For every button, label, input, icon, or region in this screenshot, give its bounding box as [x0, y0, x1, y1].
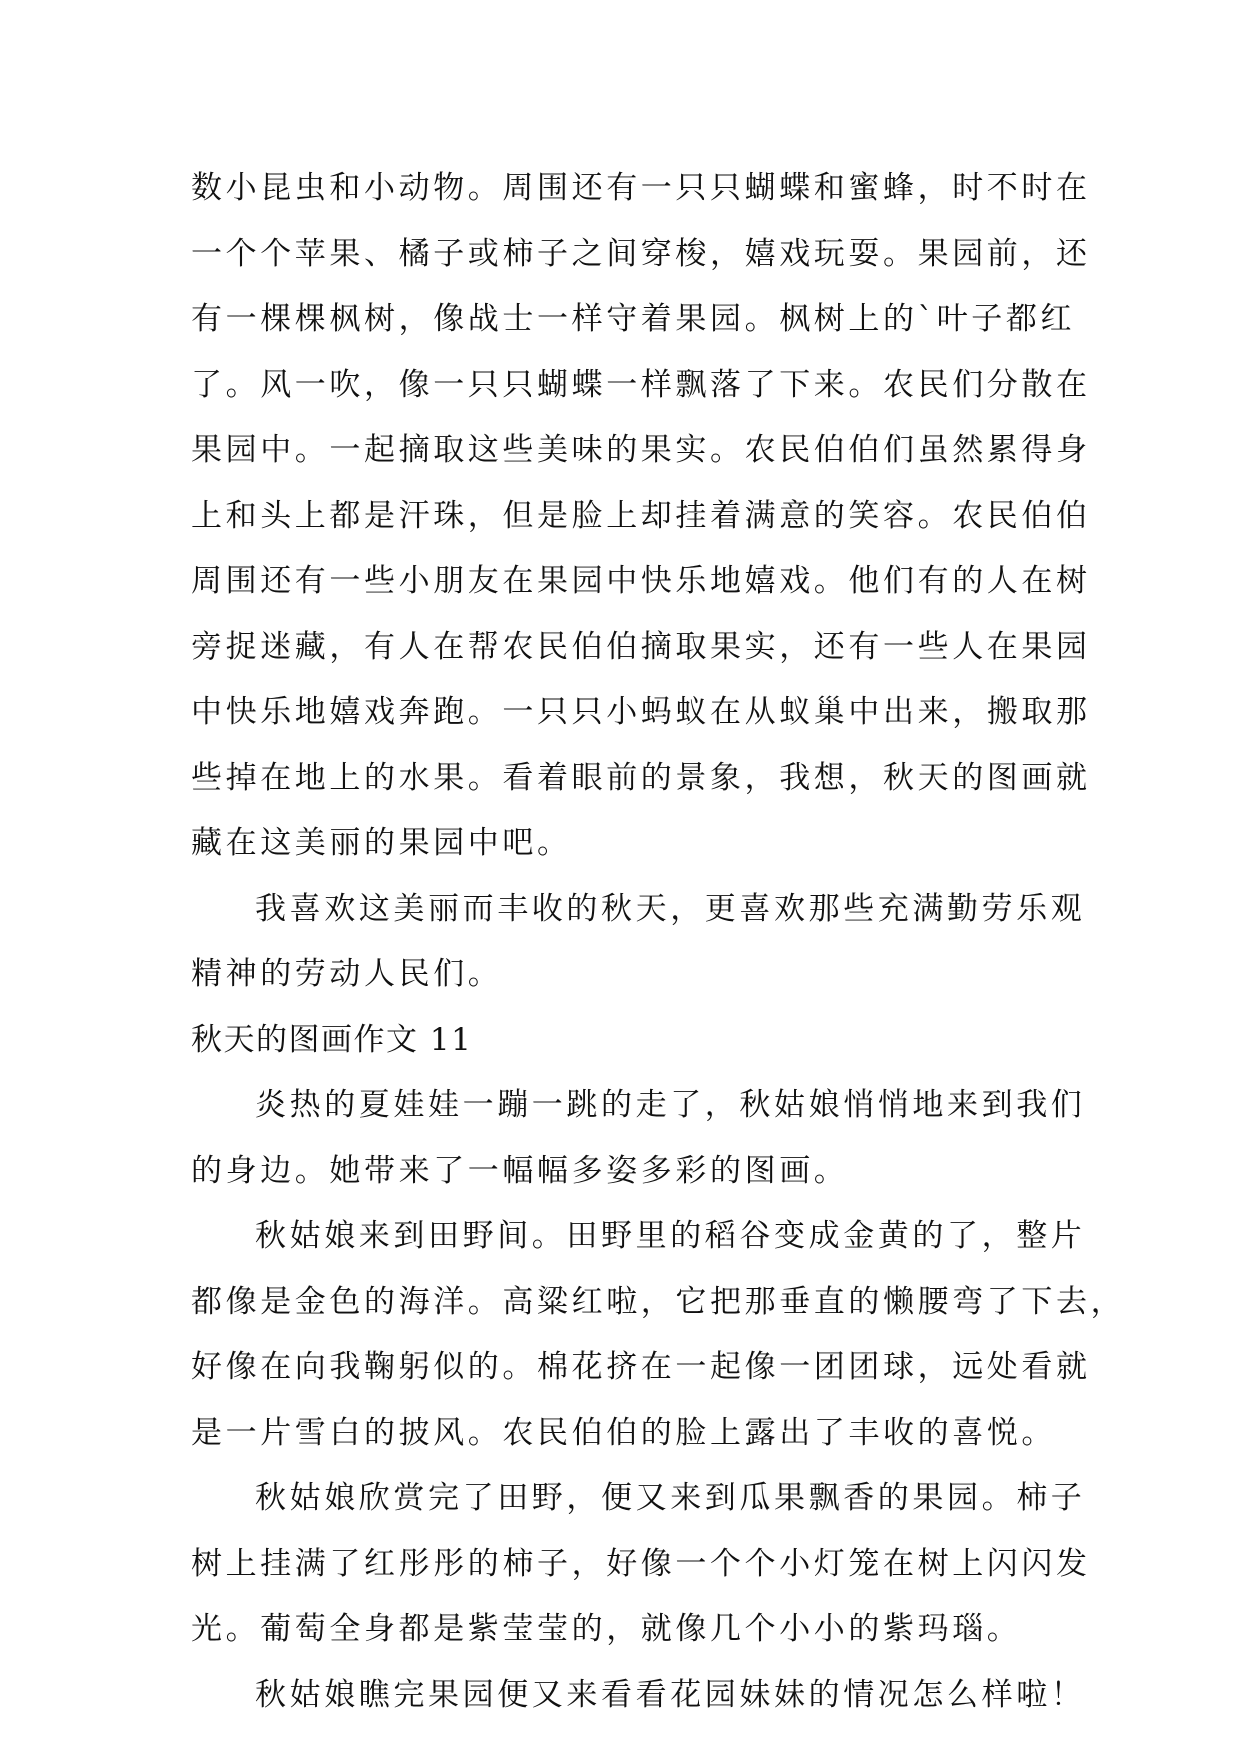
text-line: 秋姑娘瞧完果园便又来看看花园妹妹的情况怎么样啦！: [255, 1676, 1086, 1713]
text-line: 光。葡萄全身都是紫莹莹的，就像几个小小的紫玛瑙。: [191, 1611, 1022, 1647]
text-line: 秋姑娘欣赏完了田野，便又来到瓜果飘香的果园。柿子: [255, 1480, 1086, 1516]
text-line: 我喜欢这美丽而丰收的秋天，更喜欢那些充满勤劳乐观: [255, 890, 1086, 927]
text-line: 些掉在地上的水果。看着眼前的景象，我想，秋天的图画就: [191, 759, 1091, 796]
text-line: 有一棵棵枫树，像战士一样守着果园。枫树上的`叶子都红: [191, 301, 1076, 337]
text-line: 一个个苹果、橘子或柿子之间穿梭，嬉戏玩耍。果园前，还: [191, 235, 1091, 272]
text-line: 精神的劳动人民们。: [191, 956, 503, 992]
text-line: 好像在向我鞠躬似的。棉花挤在一起像一团团球，远处看就: [191, 1349, 1091, 1385]
text-line: 都像是金色的海洋。高粱红啦，它把那垂直的懒腰弯了下去，: [191, 1283, 1126, 1320]
text-line: 是一片雪白的披风。农民伯伯的脸上露出了丰收的喜悦。: [191, 1414, 1056, 1451]
text-line: 数小昆虫和小动物。周围还有一只只蝴蝶和蜜蜂，时不时在: [191, 170, 1091, 206]
text-line: 秋姑娘来到田野间。田野里的稻谷变成金黄的了，整片: [255, 1218, 1086, 1254]
text-line: 的身边。她带来了一幅幅多姿多彩的图画。: [191, 1152, 849, 1189]
text-line: 上和头上都是汗珠，但是脸上却挂着满意的笑容。农民伯伯: [191, 497, 1091, 534]
text-line: 了。风一吹，像一只只蝴蝶一样飘落了下来。农民们分散在: [191, 366, 1091, 403]
text-line: 旁捉迷藏，有人在帮农民伯伯摘取果实，还有一些人在果园: [191, 628, 1091, 665]
text-line: 藏在这美丽的果园中吧。: [191, 825, 572, 861]
document-body: [191, 156, 1126, 1728]
section-heading: 秋天的图画作文 11: [191, 1021, 473, 1058]
text-line: 果园中。一起摘取这些美味的果实。农民伯伯们虽然累得身: [191, 432, 1091, 468]
text-line: 周围还有一些小朋友在果园中快乐地嬉戏。他们有的人在树: [191, 563, 1091, 599]
text-line: 树上挂满了红彤彤的柿子，好像一个个小灯笼在树上闪闪发: [191, 1545, 1091, 1582]
text-line: 中快乐地嬉戏奔跑。一只只小蚂蚁在从蚁巢中出来，搬取那: [191, 694, 1091, 730]
text-line: 炎热的夏娃娃一蹦一跳的走了，秋姑娘悄悄地来到我们: [255, 1087, 1086, 1123]
